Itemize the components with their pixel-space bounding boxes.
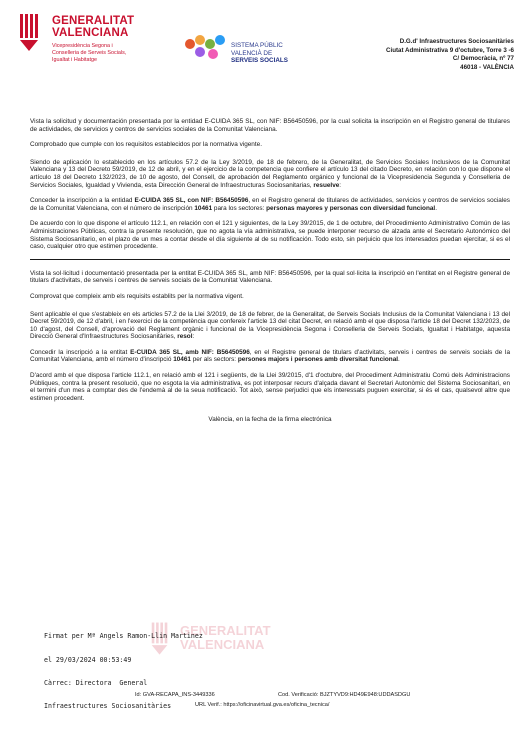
org-department [52,43,162,64]
signature-datetime: el 29/03/2024 00:53:49 [44,655,132,664]
document-id: Id: GVA-RECAPA_INS-3449336 [135,692,215,698]
va-paragraph-check: Comprovat que compleix amb els requisits establits per la normativa vigent. [30,292,244,300]
watermark-line2: VALENCIANA [180,637,265,652]
colored-dots-icon [183,32,229,62]
registration-number: 10461 [173,356,191,364]
resolution-body [30,118,510,432]
text-span: Concedir la inscripció a la entitat [30,348,131,356]
va-paragraph-request: Vista la sol·licitud i documentació presentada per la entitat E-CUIDA 365 SL, amb NIF: B56450596, per la qual sol·licita la inscripció en l'entitat en el Registre general de titulars d'activitats, de serveis i centres de serveis socials de la Comunitat Valenciana. [30,269,510,285]
es-paragraph-appeal: De acuerdo con lo que dispone el artículo 112.1, en relación con el 121 y siguientes, de la Ley 39/2015, de 1 de octubre, del Procedimiento Administrativo Común de las Administraciones Públicas, contra la presente resolución, que no agota la vía administrativa, se puede interponer recurso de alzada ante el Secretario Autonómico del Sistema Sociosanitario, en el plazo de un mes a contar desde el día siguiente al de su notificación. Todo esto, sin perjuicio que los interesados puedan ejercitar, si es el caso, cualquier otro que estimen procedente. [30,220,510,251]
address-line: Ciutat Administrativa 9 d'octubre, Torre 3 -6 [386,46,514,54]
verification-url[interactable]: URL Verif.: https://oficinavirtual.gva.es/oficina_tecnica/ [195,702,330,708]
signature-unit: Infraestructures Sociosanitàries [44,701,172,710]
text-span: per als sectors: [190,356,238,364]
address-line: C/ Democràcia, nº 77 [452,55,514,63]
text-span: Siendo de aplicación lo establecido en los artículos 57.2 de la Ley 3/2019, de 18 de febrero, de la Generalitat, de Servicios Sociales Inclusivos de la Comunitat Valenciana y 13 del Decreto 59/2019, de 12 de abril, y en el ejercicio de la competencia que confiere el artículo 13 del citado Decreto, en relación con lo que dispone el artículo 18 del Decreto 132/2023, de 10 de agosto, del Consell, de aprobación del Reglamento orgánico y funcional de la Vicepresidencia Segunda y Conselleria de Servicios Sociales, Igualdad y Vivienda, esta Dirección General de Infraestructuras Sociosanitarias, [30,158,510,189]
registration-number: 10461 [194,204,213,212]
org-name [52,15,134,39]
sectors: personas mayores y personas con diversidad funcional [266,204,436,212]
signature-role: Càrrec: Directora General [44,678,148,687]
address-line: D.G.d' Infraestructures Sociosanitàries [399,38,514,45]
electronic-signature [44,618,203,718]
entity-name: E-CUIDA 365 SL, amb NIF: B56450596 [130,348,250,356]
org-sub-line3: Igualtat i Habitatge [52,57,97,63]
es-paragraph-legal-basis [30,159,510,189]
resolution-verb: resuelve [313,181,340,189]
language-divider [30,259,510,260]
org-sub-line2: Conselleria de Serveis Socials, [52,50,127,56]
text-span: . [398,356,400,364]
text-span: Conceder la inscripción a la entidad [30,197,135,205]
es-paragraph-request: Vista la solicitud y documentación presentada por la entidad E-CUIDA 365 SL, con NIF: B56450596, por la cual solicita la inscripción en el Registro general de titulares de actividades, de servicios y centros de servicios sociales de la Comunitat Valenciana. [30,118,510,133]
va-paragraph-grant [30,349,510,364]
watermark-line1: GENERALITAT [180,623,271,638]
es-paragraph-check: Comprobado que cumple con los requisitos establecidos por la normativa vigente. [30,141,262,149]
sistema-public-text [231,42,288,65]
text-span: para los sectores: [212,204,267,212]
address-line: 46018 - VALÈNCIA [460,63,514,71]
text-span: , en el Registre general de titulars d'activitats, serveis i centres de serveis socials de la Comunitat Valenciana, amb el número d'inscripció [30,348,510,364]
org-sub-line1: Vicepresidència Segona i [52,43,113,49]
org-name-line2: VALENCIANA [52,27,129,39]
text-span: : [339,181,342,189]
text-span: : [192,333,195,341]
department-address [386,38,514,72]
ss-line1: SISTEMA PÚBLIC [231,42,283,49]
sectors: persones majors i persones amb diversitat funcional [237,356,399,364]
text-span: , en el Registro general de titulares de actividades, servicios y centros de servicios sociales de la Comunitat Valenciana, con el número de inscripción [30,197,510,212]
es-paragraph-grant [30,197,510,212]
org-name-line1: GENERALITAT [52,15,135,27]
verification-code: Cod. Verificació: BJZTYVD9:HD49E948:UDDASDGU [278,692,411,698]
closing-place-date: València, en la fecha de la firma electrónica [208,416,332,424]
ss-line3: SERVEIS SOCIALS [231,57,288,64]
va-paragraph-legal-basis [30,311,510,341]
resolution-verb: resol [177,333,193,341]
entity-name: E-CUIDA 365 SL, con NIF: B56450596 [134,197,249,205]
text-span: Sent aplicable el que s'estableix en els articles 57.2 de la Llei 3/2019, de 18 de febrer, de la Generalitat, de Serveis Socials Inclusius de la Comunitat Valenciana i 13 del Decret 59/2019, de 12 d'abril, i en l'exercici de la competència que confereix l'article 13 del citat Decret, en relació amb el que disposa l'article 18 del Decret 132/2023, de 10 d'agost, del Consell, d'aprovació del Reglament orgànic i funcional de la Vicepresidència Segona i Conselleria de Serveis Socials, Igualtat i Habitatge, aquesta Direcció General d'Infraestructures Sociosanitàries, [30,310,510,341]
ss-line2: VALENCIÀ DE [231,49,273,57]
text-span: . [435,204,437,212]
va-paragraph-appeal: D'acord amb el que disposa l'article 112.1, en relació amb el 121 i següents, de la Llei 39/2015, d'1 d'octubre, del Procediment Administratiu Comú dels Administracions Públiques, contra la present resolució, que no esgota la via administrativa, es pot interposar recurs d'alçada davant el Secretari Autonòmic del Sistema Sociosanitari, en el termini d'un mes a comptar des de l'endemà al de la seua notificació. Tot això, sense perjudici que els interessats puguen exercitar, si és el cas, qualsevol altre que estimen procedent. [30,372,510,402]
signature-signer: Firmat per Mª Angels Ramon-Llin Martinez [44,632,203,641]
generalitat-shield-icon [18,14,48,52]
